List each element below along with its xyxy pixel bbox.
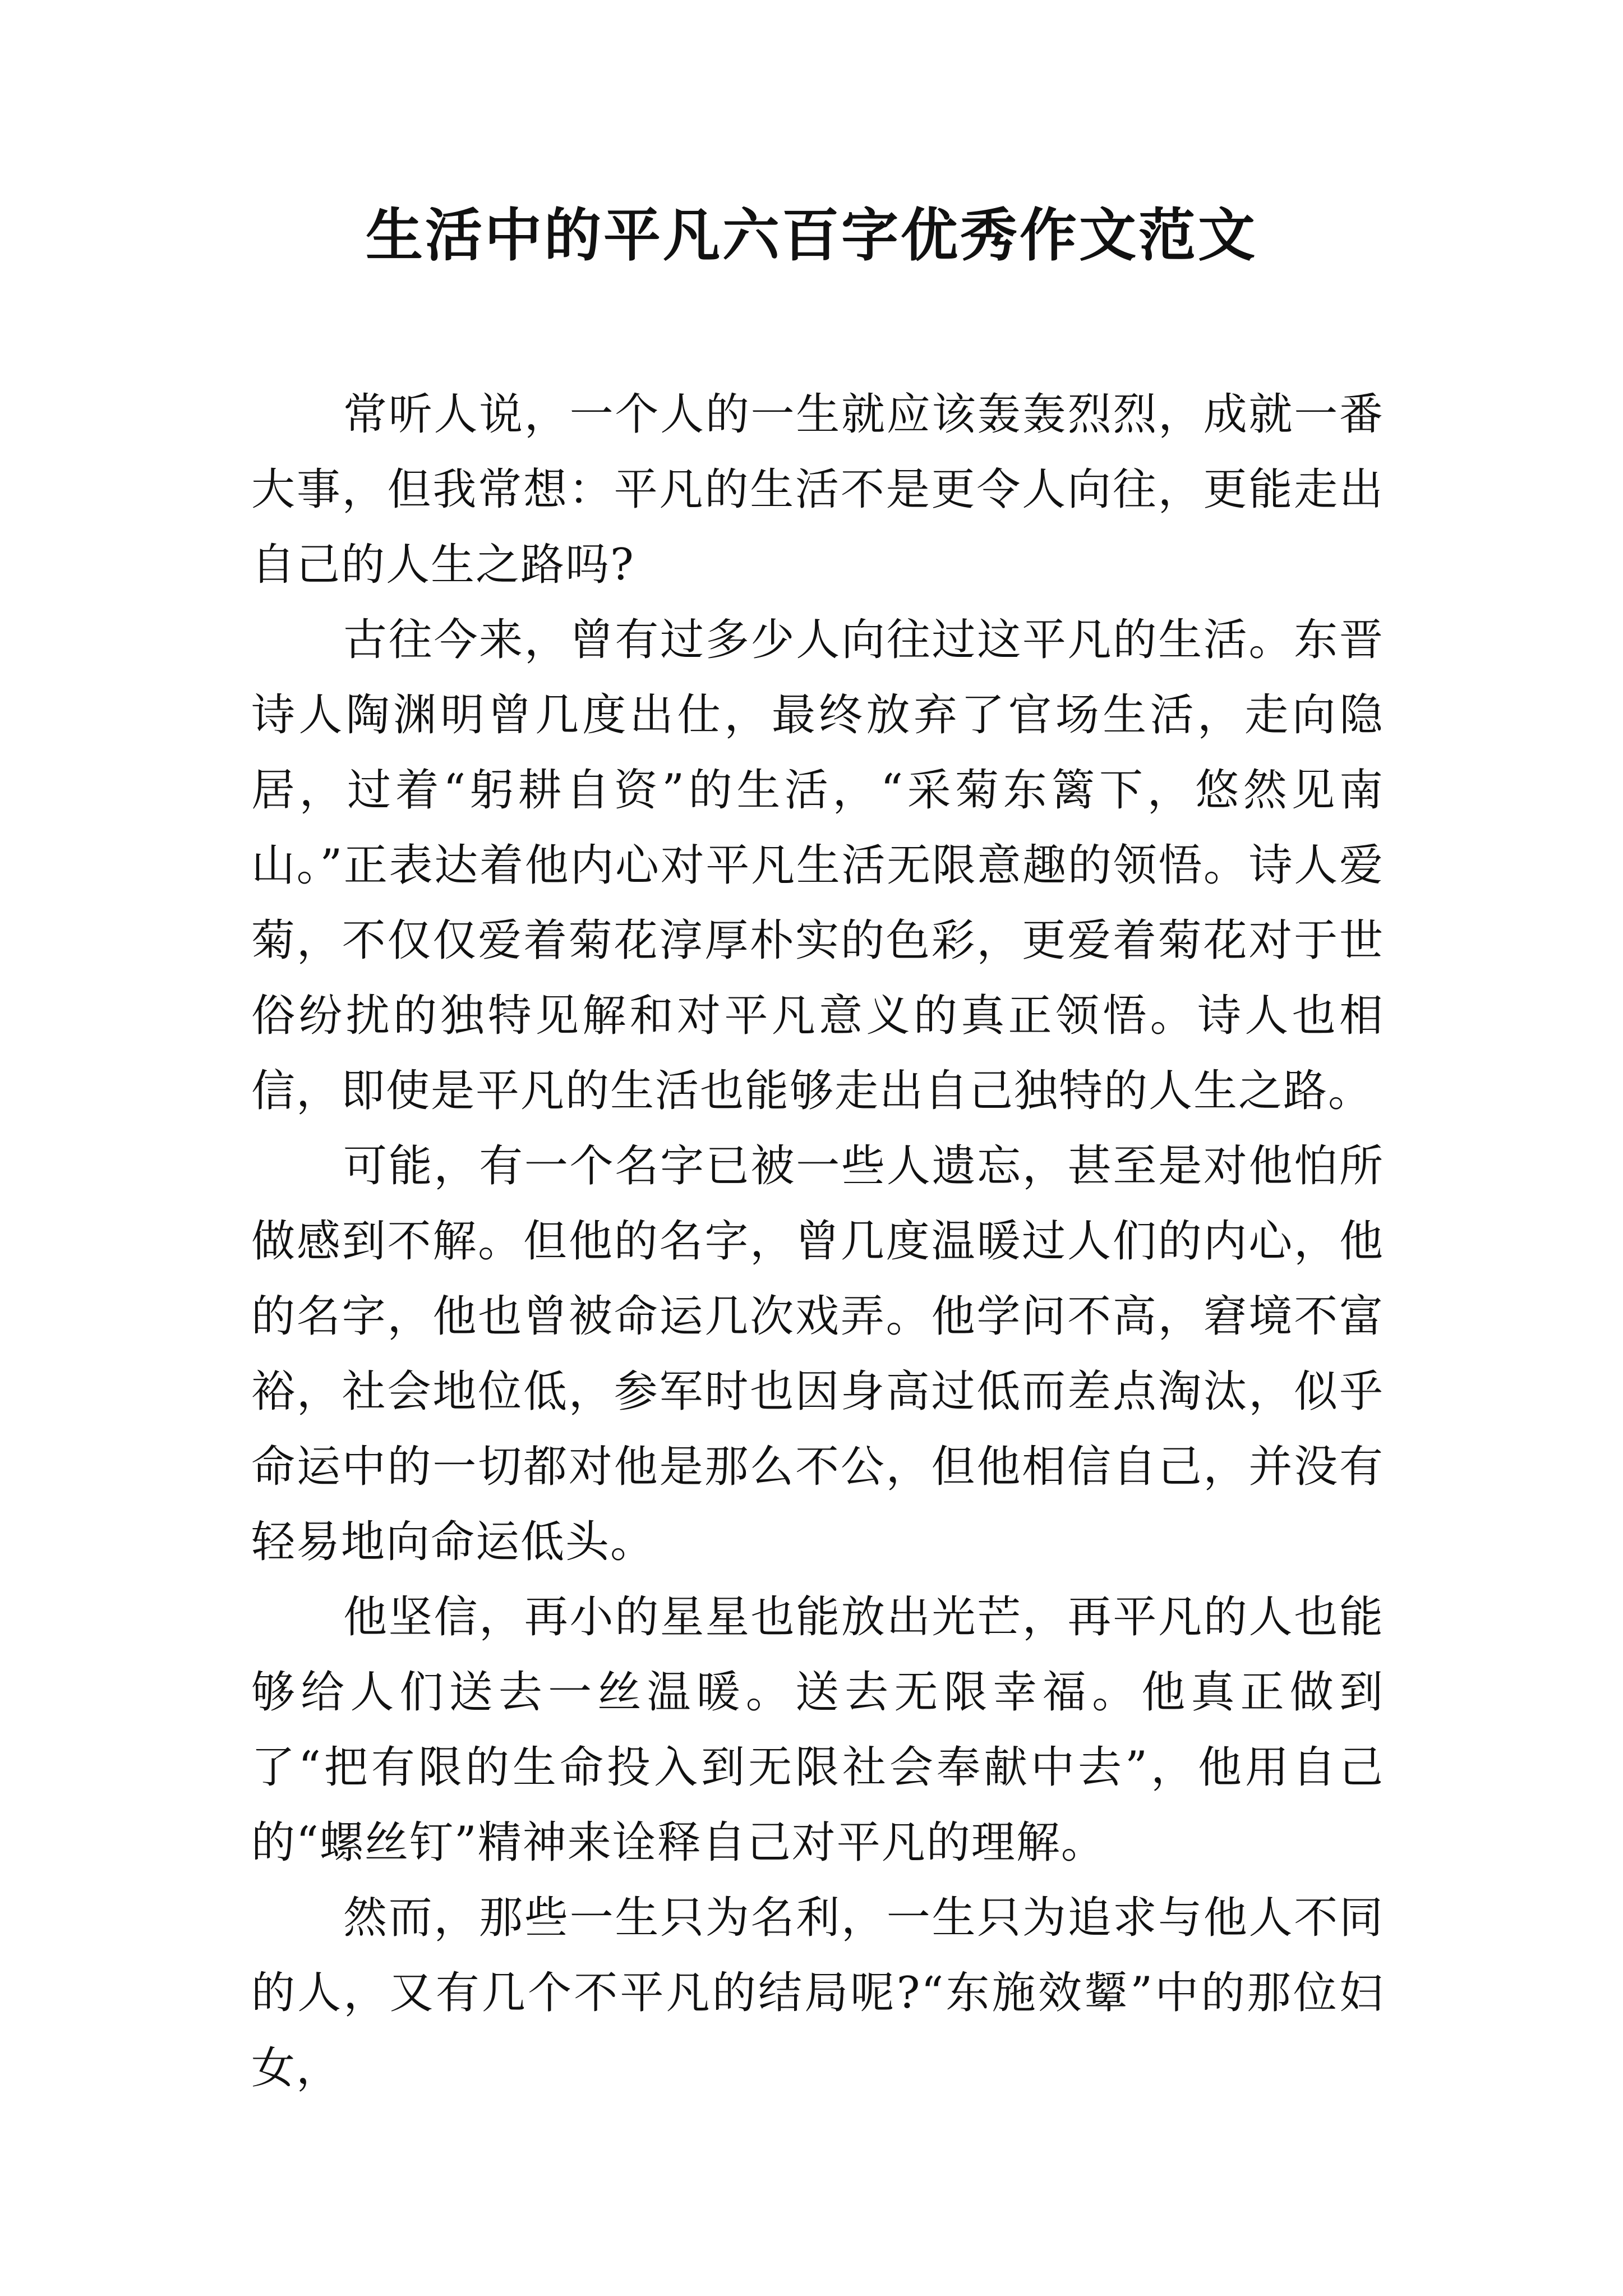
document-title: 生活中的平凡六百字优秀作文范文: [366, 202, 1257, 269]
document-body: [251, 377, 1384, 2106]
paragraph: 古往今来，曾有过多少人向往过这平凡的生活。东晋诗人陶渊明曾几度出仕，最终放弃了官场生活，走向隐居，过着“躬耕自资”的生活，“采菊东篱下，悠然见南山。”正表达着他内心对平凡生活无限意趣的领悟。诗人爱菊，不仅仅爱着菊花淳厚朴实的色彩，更爱着菊花对于世俗纷扰的独特见解和对平凡意义的真正领悟。诗人也相信，即使是平凡的生活也能够走出自己独特的人生之路。: [251, 615, 1384, 1116]
paragraph: 他坚信，再小的星星也能放出光芒，再平凡的人也能够给人们送去一丝温暖。送去无限幸福。他真正做到了“把有限的生命投入到无限社会奉献中去”，他用自己的“螺丝钉”精神来诠释自己对平凡的理解。: [251, 1592, 1384, 1868]
paragraph: 可能，有一个名字已被一些人遗忘，甚至是对他怕所做感到不解。但他的名字，曾几度温暖过人们的内心，他的名字，他也曾被命运几次戏弄。他学问不高，窘境不富裕，社会地位低，参军时也因身高过低而差点淘汰，似乎命运中的一切都对他是那么不公，但他相信自己，并没有轻易地向命运低头。: [251, 1141, 1384, 1567]
paragraph: 然而，那些一生只为名利，一生只为追求与他人不同的人，又有几个不平凡的结局呢?“东施效颦”中的那位妇女，: [251, 1893, 1384, 2093]
paragraph: 常听人说，一个人的一生就应该轰轰烈烈，成就一番大事，但我常想：平凡的生活不是更令人向往，更能走出自己的人生之路吗?: [251, 389, 1384, 590]
